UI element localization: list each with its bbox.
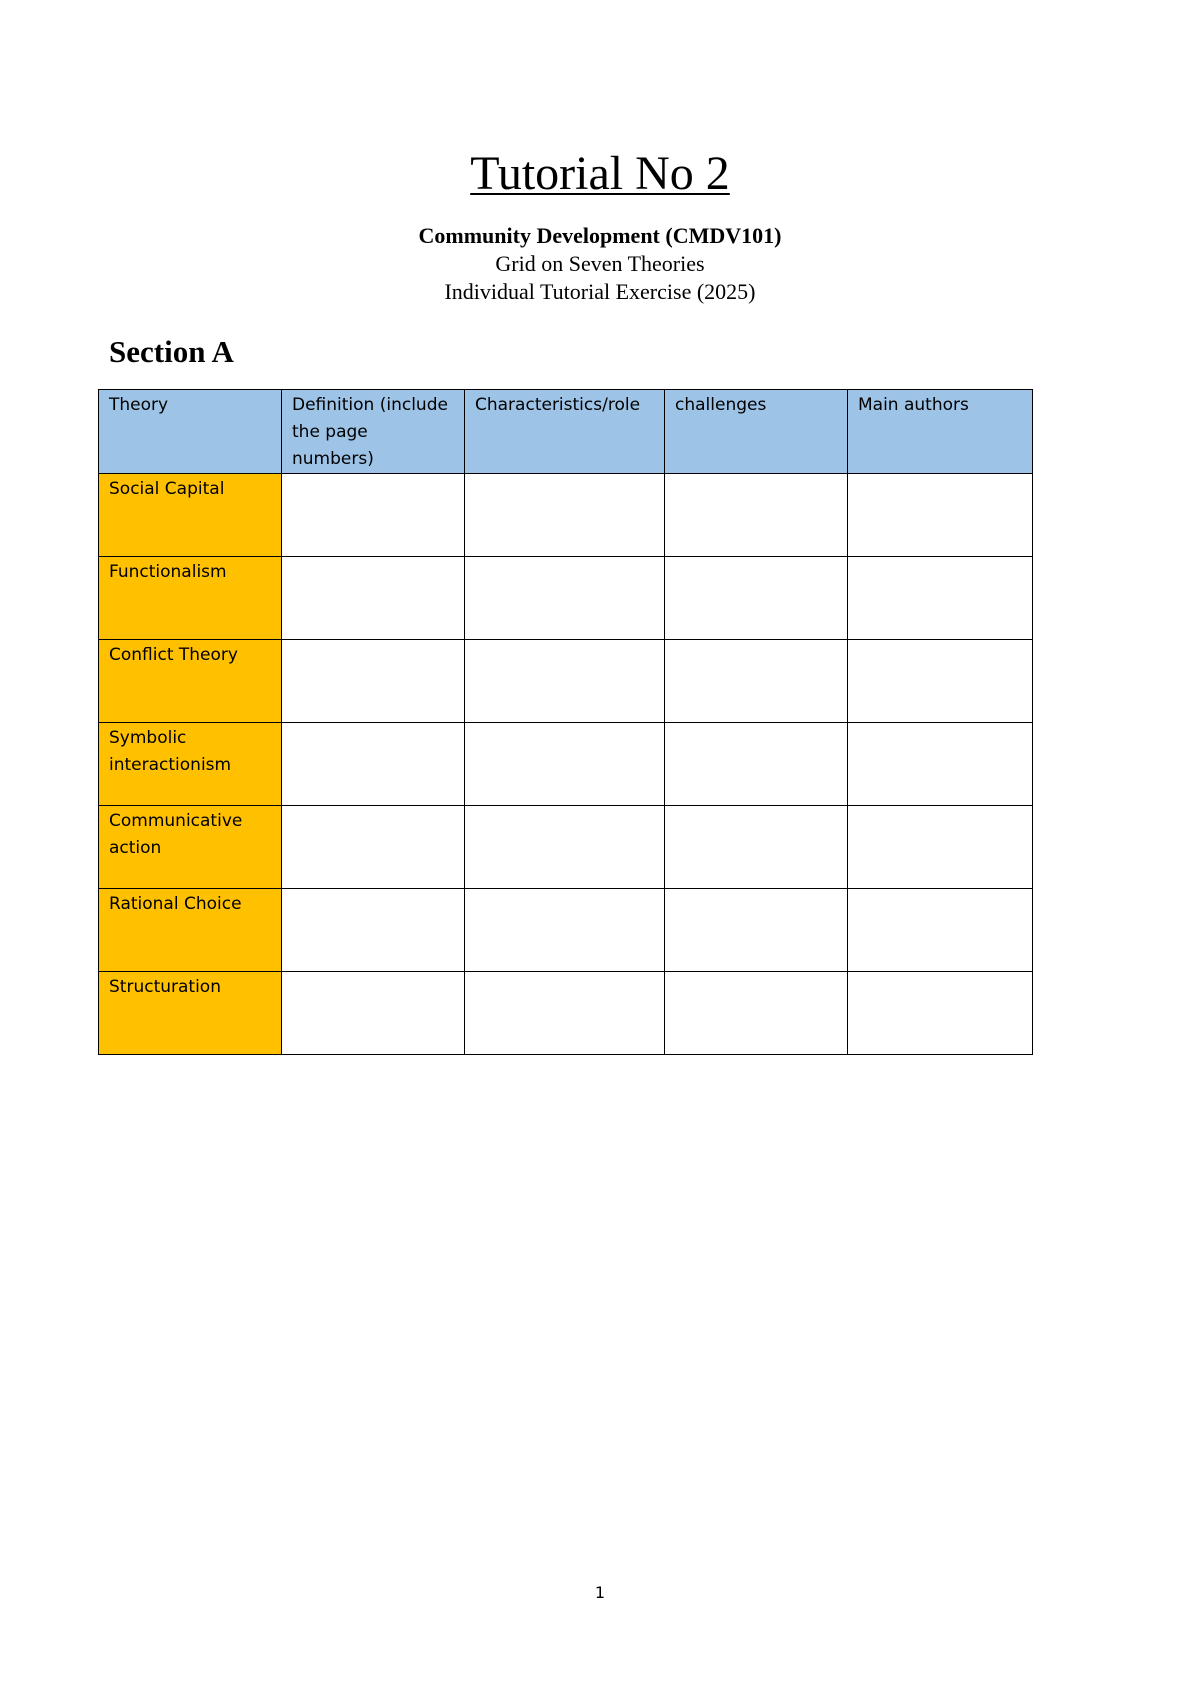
characteristics-cell[interactable] [465, 972, 665, 1055]
characteristics-cell[interactable] [465, 640, 665, 723]
document-subtitle: Grid on Seven Theories [495, 251, 705, 276]
main-authors-cell[interactable] [848, 806, 1033, 889]
challenges-cell[interactable] [665, 723, 848, 806]
challenges-cell[interactable] [665, 889, 848, 972]
header-cell-challenges: challenges [665, 390, 848, 474]
theory-cell: Conflict Theory [99, 640, 282, 723]
table-row [99, 723, 1033, 806]
exercise-label: Individual Tutorial Exercise (2025) [444, 279, 756, 304]
definition-cell[interactable] [282, 723, 465, 806]
characteristics-cell[interactable] [465, 889, 665, 972]
page-title: Tutorial No 2 [470, 147, 730, 200]
table-row [99, 806, 1033, 889]
challenges-cell[interactable] [665, 557, 848, 640]
course-name: Community Development (CMDV101) [418, 223, 782, 248]
header-cell-characteristics: Characteristics/role [465, 390, 665, 474]
theory-cell: Structuration [99, 972, 282, 1055]
characteristics-cell[interactable] [465, 474, 665, 557]
table-row [99, 972, 1033, 1055]
challenges-cell[interactable] [665, 972, 848, 1055]
challenges-cell[interactable] [665, 640, 848, 723]
theory-cell: Social Capital [99, 474, 282, 557]
page-number: 1 [594, 1583, 606, 1602]
main-authors-cell[interactable] [848, 723, 1033, 806]
challenges-cell[interactable] [665, 806, 848, 889]
theory-cell: Functionalism [99, 557, 282, 640]
theory-cell: Rational Choice [99, 889, 282, 972]
characteristics-cell[interactable] [465, 557, 665, 640]
definition-cell[interactable] [282, 474, 465, 557]
table-row [99, 889, 1033, 972]
challenges-cell[interactable] [665, 474, 848, 557]
header-cell-definition: Definition (include the page numbers) [282, 390, 465, 474]
main-authors-cell[interactable] [848, 640, 1033, 723]
definition-cell[interactable] [282, 557, 465, 640]
header-cell-theory: Theory [99, 390, 282, 474]
definition-cell[interactable] [282, 889, 465, 972]
definition-cell[interactable] [282, 972, 465, 1055]
table-row [99, 640, 1033, 723]
theory-cell: Communicative action [99, 806, 282, 889]
theory-cell: Symbolic interactionism [99, 723, 282, 806]
definition-cell[interactable] [282, 640, 465, 723]
main-authors-cell[interactable] [848, 557, 1033, 640]
title-block [0, 222, 1200, 306]
table-header-row [99, 390, 1033, 474]
definition-cell[interactable] [282, 806, 465, 889]
table-row [99, 474, 1033, 557]
section-heading: Section A [109, 334, 234, 369]
table-row [99, 557, 1033, 640]
header-cell-main-authors: Main authors [848, 390, 1033, 474]
theory-grid-table [98, 389, 1033, 1055]
characteristics-cell[interactable] [465, 723, 665, 806]
characteristics-cell[interactable] [465, 806, 665, 889]
main-authors-cell[interactable] [848, 889, 1033, 972]
main-authors-cell[interactable] [848, 972, 1033, 1055]
main-authors-cell[interactable] [848, 474, 1033, 557]
